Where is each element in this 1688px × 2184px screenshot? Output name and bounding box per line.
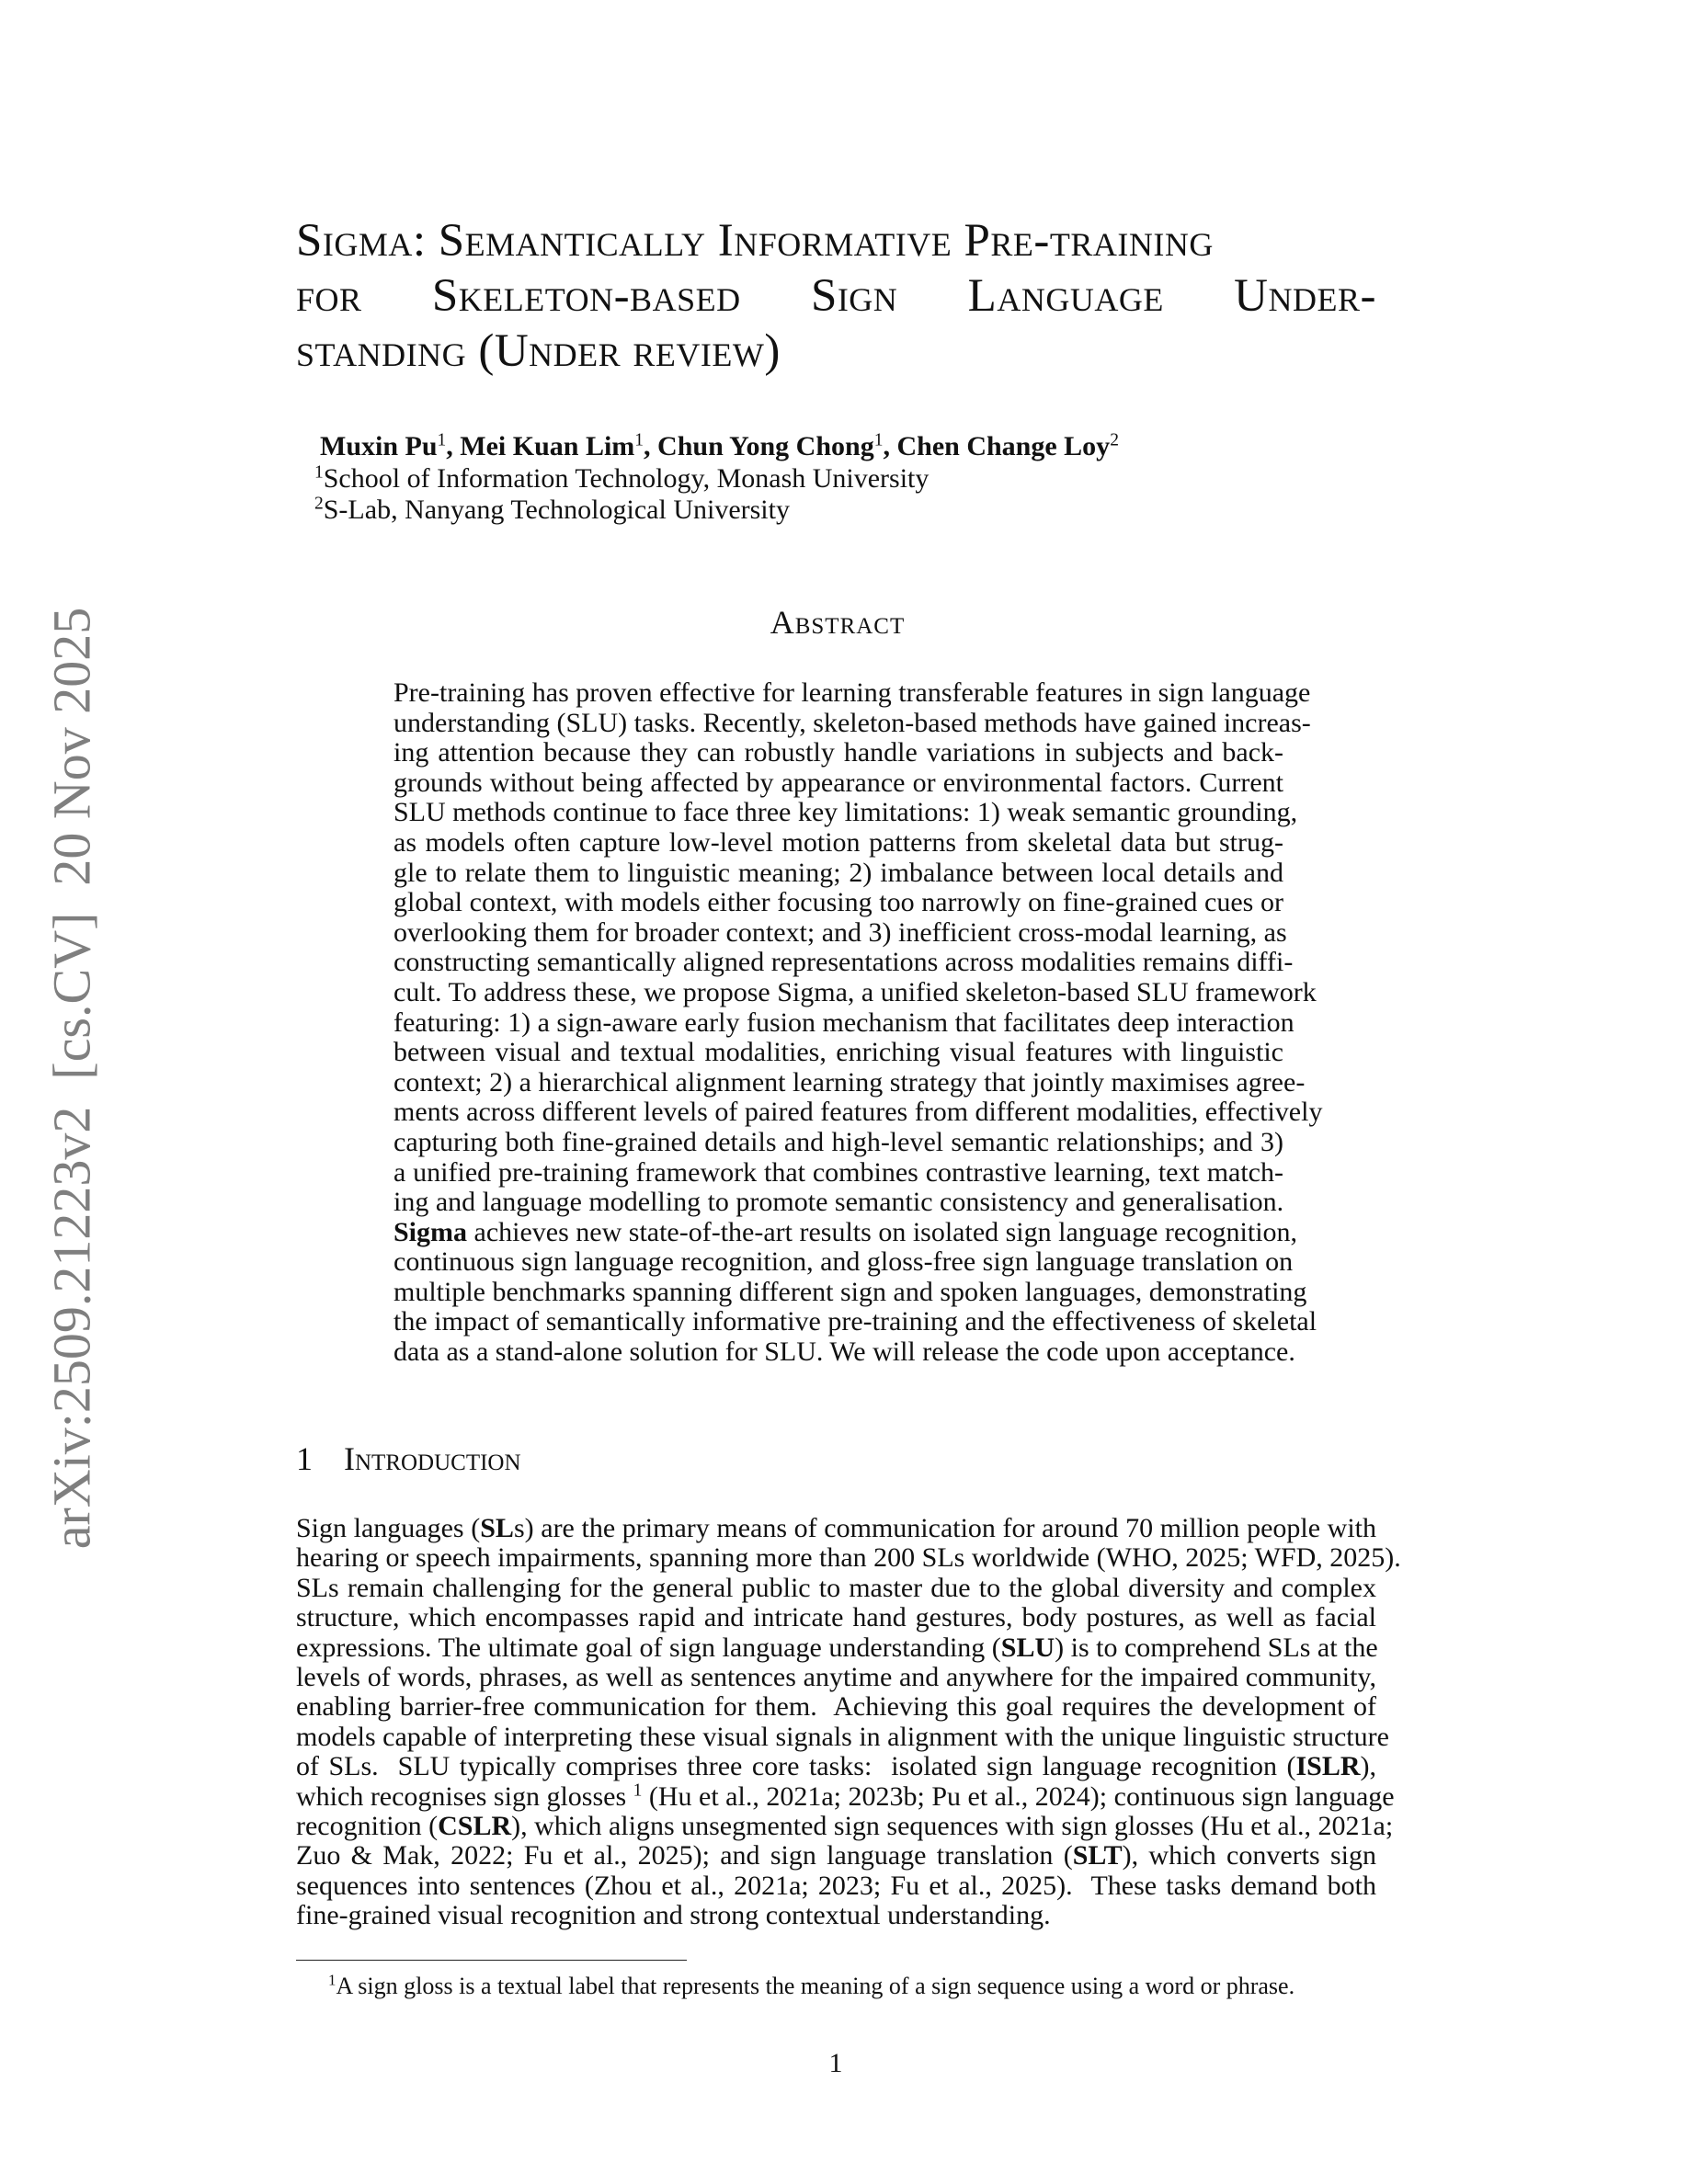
- text-run: expressions. The ultimate goal of sign language understanding (: [296, 1632, 1001, 1663]
- text-run: Sign languages (: [296, 1513, 481, 1543]
- text-line: [296, 1841, 1376, 1871]
- text-run: ing and language modelling to promote semantic consistency and generalisation.: [393, 1187, 1284, 1218]
- affiliation: [314, 495, 790, 526]
- text-run: featuring: 1) a sign-aware early fusion mechanism that facilitates deep interaction: [393, 1007, 1295, 1038]
- text-line: [393, 1066, 1306, 1098]
- author-affiliation-mark: 1: [873, 430, 884, 450]
- text-run: structure, which encompasses rapid and intricate hand gestures, body postures, as well as facial: [296, 1602, 1376, 1633]
- bold-term: SL: [480, 1513, 514, 1543]
- section-number: 1: [296, 1440, 313, 1477]
- text-run: capturing both fine-grained details and high-level semantic relationships; and 3): [393, 1126, 1283, 1157]
- text-run: global context, with models either focusing too narrowly on fine-grained cues or: [393, 887, 1283, 918]
- text-run: the impact of semantically informative pre-training and the effectiveness of skeletal: [393, 1306, 1317, 1337]
- text-line: [393, 707, 1311, 739]
- text-line: [296, 1692, 1376, 1722]
- text-line: [393, 1188, 1283, 1218]
- section-title: Introduction: [344, 1440, 521, 1477]
- text-run: ),: [1360, 1751, 1376, 1782]
- author-affiliation-mark: 2: [1110, 430, 1119, 450]
- bold-term: ISLR: [1295, 1751, 1361, 1782]
- text-line: [393, 1158, 1283, 1189]
- text-run: s) are the primary means of communication for around 70 million people with: [513, 1513, 1377, 1543]
- author-name: Chen Change Loy: [896, 431, 1111, 461]
- text-run: overlooking them for broader context; and 3) inefficient cross-modal learning, as: [393, 916, 1287, 948]
- text-line: [296, 1514, 1376, 1543]
- text-line: [393, 768, 1283, 799]
- affiliation-name: School of Information Technology, Monash University: [323, 463, 930, 494]
- affiliation-number: 2: [314, 494, 324, 514]
- text-line: [393, 797, 1298, 828]
- text-line: [393, 1097, 1323, 1128]
- footnote-text: A sign gloss is a textual label that represents the meaning of a sign sequence using a word or phrase.: [336, 1973, 1295, 1999]
- text-line: [296, 1780, 1395, 1812]
- text-line: [393, 888, 1283, 918]
- text-line: [393, 677, 1311, 709]
- text-line: [393, 976, 1317, 1008]
- text-run: models capable of interpreting these visual signals in alignment with the unique linguistic structure: [296, 1721, 1389, 1752]
- title-line: standing (Under review): [296, 325, 781, 377]
- bold-term: SLT: [1072, 1840, 1123, 1871]
- text-line: [393, 738, 1283, 768]
- author-name: Chun Yong Chong: [657, 431, 874, 461]
- bold-term: Sigma: [393, 1216, 468, 1247]
- section-heading-introduction: [296, 1439, 521, 1478]
- text-line: [296, 1871, 1376, 1901]
- abstract-heading-text: Abstract: [770, 604, 906, 641]
- text-line: [296, 1810, 1394, 1841]
- text-run: levels of words, phrases, as well as sentences anytime and anywhere for the impaired community,: [296, 1661, 1376, 1692]
- text-run: ), which aligns unsegmented sign sequences with sign glosses (Hu et al., 2021a;: [511, 1810, 1394, 1841]
- text-run: cult. To address these, we propose Sigma, a unified skeleton-based SLU framework: [393, 976, 1317, 1007]
- text-run: between visual and textual modalities, enriching visual features with linguistic: [393, 1037, 1283, 1068]
- text-line: [296, 1603, 1376, 1632]
- text-run: SLs remain challenging for the general public to master due to the global diversity and complex: [296, 1572, 1376, 1603]
- text-line: [393, 1246, 1294, 1278]
- title-line: Sigma: Semantically Informative Pre-training: [296, 215, 1214, 267]
- page-number: 1: [828, 2048, 843, 2078]
- text-run: ing attention because they can robustly handle variations in subjects and back-: [393, 737, 1283, 768]
- author-affiliation-mark: 1: [437, 430, 447, 450]
- paper-title: [296, 213, 1376, 379]
- abstract-heading: [0, 603, 1688, 642]
- text-line: [393, 1038, 1283, 1068]
- title-line: for Skeleton-based Sign Language Under-: [296, 270, 1376, 322]
- text-line: [393, 828, 1283, 859]
- affiliation: [314, 463, 929, 495]
- text-run: recognition (: [296, 1810, 439, 1841]
- footnote-rule: [296, 1960, 687, 1961]
- bold-term: SLU: [1000, 1632, 1055, 1663]
- footnote: [328, 1973, 1295, 2000]
- text-run: a unified pre-training framework that combines contrastive learning, text match-: [393, 1156, 1283, 1188]
- text-run: gle to relate them to linguistic meaning; 2) imbalance between local details and: [393, 857, 1283, 888]
- text-line: [393, 1276, 1307, 1308]
- abstract-body: [393, 677, 1323, 1368]
- text-run: Pre-training has proven effective for learning transferable features in sign language: [393, 677, 1311, 708]
- text-line: [393, 947, 1294, 978]
- text-run: constructing semantically aligned representations across modalities remains diffi-: [393, 947, 1294, 978]
- text-run: data as a stand-alone solution for SLU. We will release the code upon acceptance.: [393, 1337, 1295, 1368]
- text-run: as models often capture low-level motion patterns from skeletal data but strug-: [393, 826, 1283, 858]
- text-line: [296, 1663, 1376, 1692]
- text-run: achieves new state-of-the-art results on isolated sign language recognition,: [467, 1216, 1298, 1247]
- text-run: grounds without being affected by appearance or environmental factors. Current: [393, 767, 1283, 798]
- text-line: [393, 916, 1287, 949]
- text-line: [393, 859, 1283, 889]
- text-run: continuous sign language recognition, and gloss-free sign language translation on: [393, 1246, 1294, 1278]
- author-list: Muxin Pu$^1$, Mei Kuan Lim$^1$, Chun Yong Chong$^1$, Chen Change Loy$^2$: [320, 430, 1119, 461]
- text-run: context; 2) a hierarchical alignment learning strategy that jointly maximises agree-: [393, 1066, 1306, 1098]
- text-line: [296, 1574, 1376, 1603]
- text-run: which recognises sign glosses: [296, 1780, 633, 1812]
- introduction-body: [296, 1513, 1401, 1931]
- text-run: understanding (SLU) tasks. Recently, skeleton-based methods have gained increas-: [393, 707, 1311, 738]
- author-affiliation-mark: 1: [634, 430, 644, 450]
- affiliation-name: S-Lab, Nanyang Technological University: [323, 495, 790, 525]
- text-line: [393, 1337, 1295, 1368]
- text-run: of SLs. SLU typically comprises three core tasks: isolated sign language recognition (: [296, 1751, 1296, 1782]
- text-run: hearing or speech impairments, spanning more than 200 SLs worldwide (WHO, 2025; WFD, 2025).: [296, 1542, 1401, 1574]
- text-run: ments across different levels of paired features from different modalities, effectively: [393, 1097, 1323, 1128]
- text-run: Zuo & Mak, 2022; Fu et al., 2025); and sign language translation (: [296, 1840, 1073, 1871]
- arxiv-identifier-stamp: arXiv:2509.21223v2 [cs.CV] 20 Nov 2025: [41, 607, 102, 1550]
- text-line: [296, 1752, 1376, 1781]
- text-run: sequences into sentences (Zhou et al., 2021a; 2023; Fu et al., 2025). These tasks demand both: [296, 1870, 1376, 1901]
- text-line: [393, 1216, 1298, 1248]
- author-name: Mei Kuan Lim: [460, 431, 635, 461]
- text-line: [296, 1721, 1389, 1752]
- text-run: fine-grained visual recognition and strong contextual understanding.: [296, 1900, 1051, 1931]
- text-line: [296, 1901, 1376, 1930]
- footnote-reference: 1: [633, 1780, 643, 1800]
- affiliation-number: 1: [314, 462, 324, 483]
- text-run: ) is to comprehend SLs at the: [1055, 1632, 1378, 1663]
- author-name: Muxin Pu: [320, 431, 438, 461]
- text-run: (Hu et al., 2021a; 2023b; Pu et al., 2024); continuous sign language: [642, 1780, 1395, 1812]
- text-line: [296, 1633, 1376, 1663]
- text-line: [393, 1128, 1283, 1158]
- text-run: SLU methods continue to face three key limitations: 1) weak semantic grounding,: [393, 797, 1298, 828]
- text-line: [296, 1542, 1401, 1574]
- bold-term: CSLR: [438, 1810, 512, 1841]
- footnote-number: 1: [328, 1971, 336, 1989]
- text-run: enabling barrier-free communication for them. Achieving this goal requires the development of: [296, 1691, 1376, 1723]
- text-line: [393, 1007, 1295, 1039]
- text-line: [393, 1306, 1317, 1337]
- text-run: multiple benchmarks spanning different sign and spoken languages, demonstrating: [393, 1276, 1307, 1307]
- text-run: ), which converts sign: [1122, 1840, 1376, 1871]
